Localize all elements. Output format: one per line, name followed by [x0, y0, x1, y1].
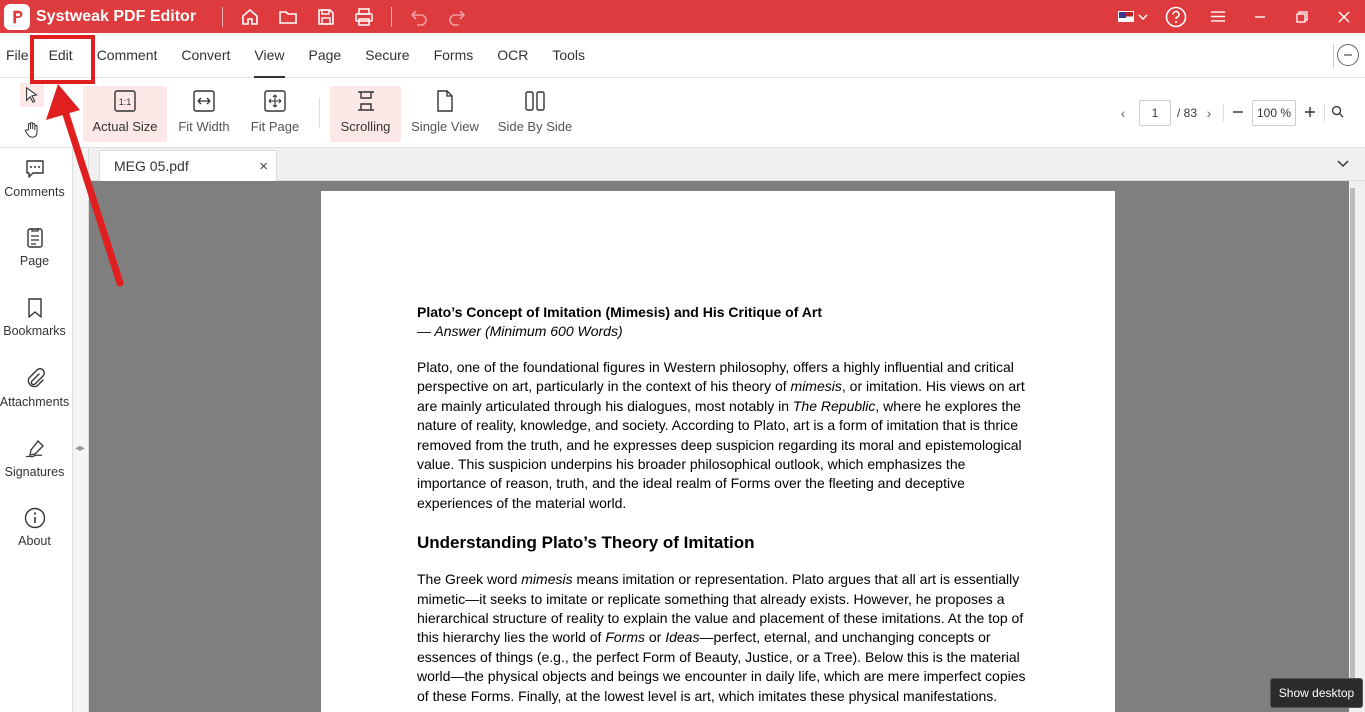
sidebar-label-comments: Comments	[4, 185, 65, 199]
tab-list-dropdown[interactable]	[1337, 156, 1349, 174]
paperclip-icon	[24, 366, 46, 392]
total-pages: / 83	[1177, 106, 1198, 120]
fit-width-icon	[193, 86, 215, 116]
fit-page-label: Fit Page	[250, 119, 300, 134]
sidebar-item-attachments[interactable]	[0, 366, 69, 409]
sidebar-label-bookmarks: Bookmarks	[3, 324, 66, 338]
zoom-in-icon[interactable]	[1302, 106, 1318, 121]
cursor-arrow-icon	[23, 86, 41, 104]
close-tab-icon[interactable]: ×	[259, 157, 268, 175]
menu-page[interactable]: Page	[308, 47, 342, 63]
search-icon[interactable]	[1331, 105, 1344, 121]
document-viewport[interactable]	[89, 181, 1349, 712]
svg-text:1:1: 1:1	[118, 97, 132, 107]
scrollbar-thumb[interactable]	[1350, 188, 1355, 708]
zoom-level-input[interactable]: 100 %	[1252, 100, 1296, 126]
page-content	[417, 303, 1027, 706]
sidebar-label-about: About	[18, 534, 51, 548]
close-window-button[interactable]	[1323, 0, 1365, 33]
scrolling-button[interactable]	[330, 86, 401, 142]
menu-tools[interactable]: Tools	[552, 47, 586, 63]
menu-edit[interactable]: Edit	[48, 47, 73, 63]
menu-convert[interactable]: Convert	[181, 47, 231, 63]
hamburger-menu-icon[interactable]	[1197, 0, 1239, 33]
single-view-button[interactable]	[408, 86, 482, 142]
actual-size-label: Actual Size	[92, 119, 158, 134]
menu-secure[interactable]: Secure	[365, 47, 410, 63]
single-view-icon	[434, 86, 456, 116]
side-by-side-button[interactable]	[496, 86, 574, 142]
document-title: Plato’s Concept of Imitation (Mimesis) and His Critique of Art	[417, 304, 822, 320]
pager-separator-2	[1324, 104, 1325, 122]
fit-page-button[interactable]	[246, 86, 304, 142]
scrolling-label: Scrolling	[340, 119, 391, 134]
document-tab-strip	[89, 148, 1365, 181]
document-subtitle: — Answer (Minimum 600 Words)	[417, 323, 623, 339]
collapse-ribbon-button[interactable]	[1337, 44, 1359, 66]
annotation-arrow-icon	[40, 70, 140, 300]
hand-icon	[23, 121, 41, 139]
page-number-input[interactable]: 1	[1139, 100, 1171, 126]
side-by-side-label: Side By Side	[497, 119, 573, 134]
chevron-down-icon	[1337, 157, 1349, 169]
pdf-page	[321, 191, 1115, 712]
splitter-grip-icon: ◂▸	[75, 443, 86, 454]
menu-forms[interactable]: Forms	[433, 47, 474, 63]
view-toolbar	[0, 78, 1365, 148]
zoom-out-icon[interactable]	[1230, 106, 1246, 121]
menu-bar	[0, 33, 1365, 78]
minimize-button[interactable]	[1239, 0, 1281, 33]
side-by-side-icon	[524, 86, 546, 116]
single-view-label: Single View	[411, 119, 479, 134]
collapse-icon	[1343, 50, 1353, 60]
sidebar-item-bookmarks[interactable]	[0, 295, 69, 338]
prev-page-icon[interactable]: ‹	[1120, 105, 1126, 121]
open-folder-icon[interactable]	[269, 0, 307, 33]
menu-divider	[1333, 43, 1334, 69]
title-bar-right	[1111, 0, 1365, 33]
redo-icon[interactable]	[438, 0, 476, 33]
document-tab-title: MEG 05.pdf	[114, 158, 189, 174]
save-icon[interactable]	[307, 0, 345, 33]
fit-width-label: Fit Width	[178, 119, 230, 134]
menu-file[interactable]: File	[6, 47, 29, 63]
show-desktop-tooltip: Show desktop	[1270, 678, 1363, 708]
restore-button[interactable]	[1281, 0, 1323, 33]
app-title: Systweak PDF Editor	[36, 7, 197, 25]
undo-icon[interactable]	[400, 0, 438, 33]
fit-page-icon	[264, 86, 286, 116]
language-selector[interactable]	[1111, 0, 1155, 33]
toolbar-separator	[319, 98, 320, 128]
scrolling-icon	[355, 86, 377, 116]
info-icon	[24, 505, 46, 531]
home-icon[interactable]	[231, 0, 269, 33]
us-flag-icon	[1118, 11, 1134, 22]
paragraph-1: Plato, one of the foundational figures in Western philosophy, offers a highly influential and critical perspective on art, particularly in the context of his theory of mimesis, or imitation. His views on art are mainly articulated through his dialogues, most notably in The Republic, where he explores the nature of reality, knowledge, and society. According to Plato, art is a form of imitation that is thrice removed from the truth, and he expresses deep suspicion regarding its moral and epistemological value. This suspicion underpins his broader philosophical outlook, which emphasizes the importance of reason, truth, and the ideal realm of Forms over the fleeting and deceptive experiences of the material world.	[417, 359, 1025, 511]
paragraph-2: The Greek word mimesis means imitation or representation. Plato argues that all art is essentially mimetic—it seeks to imitate or replicate something that already exists. However, he proposes a hierarchical structure of reality to explain the value and placement of these imitations. At the top of this hierarchy lies the world of Forms or Ideas—perfect, eternal, and unchanging concepts or essences of things (e.g., the perfect Form of Beauty, Justice, or a Tree). Below this is the material world—the physical objects and beings we encounter in daily life, which are mere imperfect copies of these Forms. Finally, at the lowest level is art, which imitates these physical manifestations.	[417, 571, 1026, 704]
title-separator	[222, 7, 223, 27]
menu-comment[interactable]: Comment	[96, 47, 158, 63]
print-icon[interactable]	[345, 0, 383, 33]
sidebar-label-signatures: Signatures	[4, 465, 65, 479]
chevron-down-icon	[1138, 12, 1148, 22]
sidebar-label-attachments: Attachments	[0, 395, 70, 409]
sidebar-item-about[interactable]	[0, 505, 69, 548]
section-heading: Understanding Plato’s Theory of Imitation	[417, 533, 755, 553]
next-page-icon[interactable]: ›	[1206, 105, 1212, 121]
help-icon[interactable]	[1155, 0, 1197, 33]
title-bar	[0, 0, 1365, 33]
sidebar-item-signatures[interactable]	[0, 436, 69, 479]
menu-ocr[interactable]: OCR	[497, 47, 529, 63]
title-separator-2	[391, 7, 392, 27]
pager-separator	[1223, 104, 1224, 122]
sidebar-label-page: Page	[19, 254, 50, 268]
app-logo-icon	[4, 4, 30, 30]
page-navigator	[1115, 100, 1344, 126]
fit-width-button[interactable]	[172, 86, 236, 142]
menu-view[interactable]: View	[242, 33, 296, 78]
signature-icon	[24, 436, 46, 462]
